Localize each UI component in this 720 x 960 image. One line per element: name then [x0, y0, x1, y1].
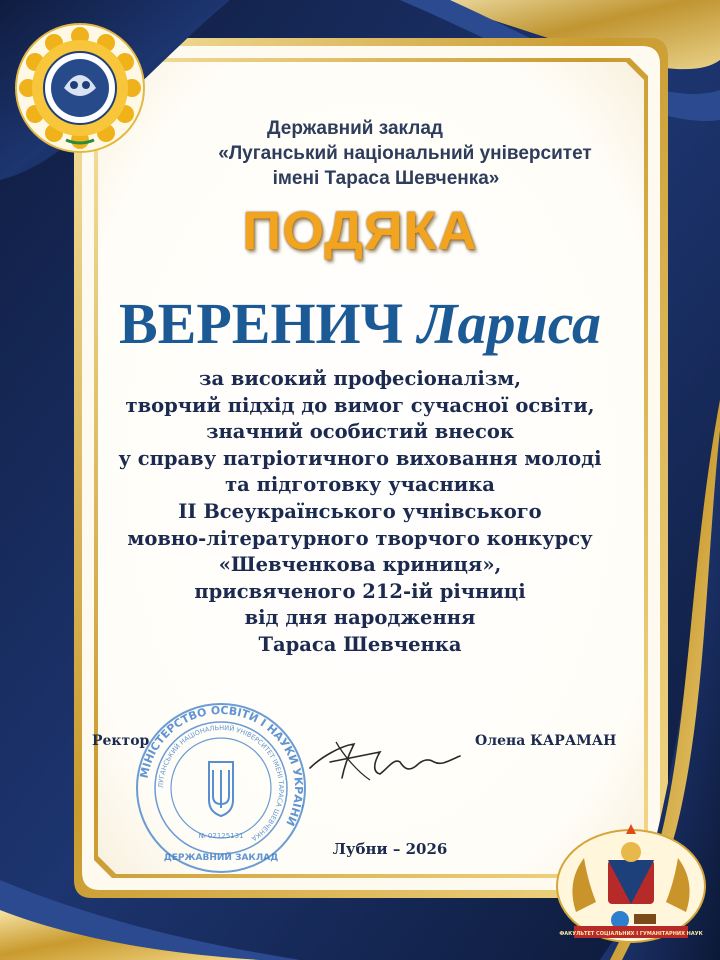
recipient-surname: ВЕРЕНИЧ	[118, 291, 404, 356]
citation-line: Тараса Шевченка	[258, 632, 462, 656]
citation-line: від дня народження	[244, 606, 476, 630]
citation-line: присвяченого 212-ій річниці	[194, 579, 526, 603]
institution-line-3: імені Тараса Шевченка»	[272, 168, 500, 189]
faculty-emblem-text: ФАКУЛЬТЕТ СОЦІАЛЬНИХ І ГУМАНІТАРНИХ НАУК	[559, 931, 703, 937]
citation-line: та підготовку учасника	[225, 473, 495, 497]
recipient-name	[0, 290, 720, 357]
citation-line: значний особистий внесок	[206, 420, 514, 444]
institution-line-2: «Луганський національний університет	[218, 143, 592, 164]
seal-code-text: № 02125131	[198, 832, 244, 840]
seal-inner-text: ЛУГАНСЬКИЙ НАЦІОНАЛЬНИЙ УНІВЕРСИТЕТ ІМЕНІ ТАРАСА ШЕВЧЕНКА	[156, 723, 286, 843]
citation-line: «Шевченкова криниця»,	[218, 553, 502, 577]
seal-bottom-text: ДЕРЖАВНИЙ ЗАКЛАД	[163, 853, 279, 863]
rector-signature	[300, 728, 470, 788]
institution-heading	[0, 116, 720, 191]
seal-outer-text: МІНІСТЕРСТВО ОСВІТИ І НАУКИ УКРАЇНИ	[137, 703, 306, 828]
signatory-name: Олена КАРАМАН	[475, 733, 617, 749]
document-title: ПОДЯКА	[242, 201, 478, 261]
citation-line: за високий професіоналізм,	[199, 367, 521, 390]
citation-line: мовно-літературного творчого конкурсу	[127, 526, 593, 550]
citation-line: ІІ Всеукраїнського учнівського	[178, 499, 542, 523]
citation-line: у справу патріотичного виховання молоді	[118, 446, 602, 470]
place-date: Лубни – 2026	[332, 840, 448, 858]
faculty-emblem-icon	[556, 822, 706, 944]
trident-icon	[209, 762, 233, 816]
citation-text	[0, 366, 720, 659]
citation-line: творчий підхід до вимог сучасної освіти,	[125, 393, 595, 417]
recipient-given-name: Лариса	[417, 291, 602, 356]
signatory-position: Ректор	[92, 733, 150, 749]
institution-line-1: Державний заклад	[267, 118, 443, 139]
